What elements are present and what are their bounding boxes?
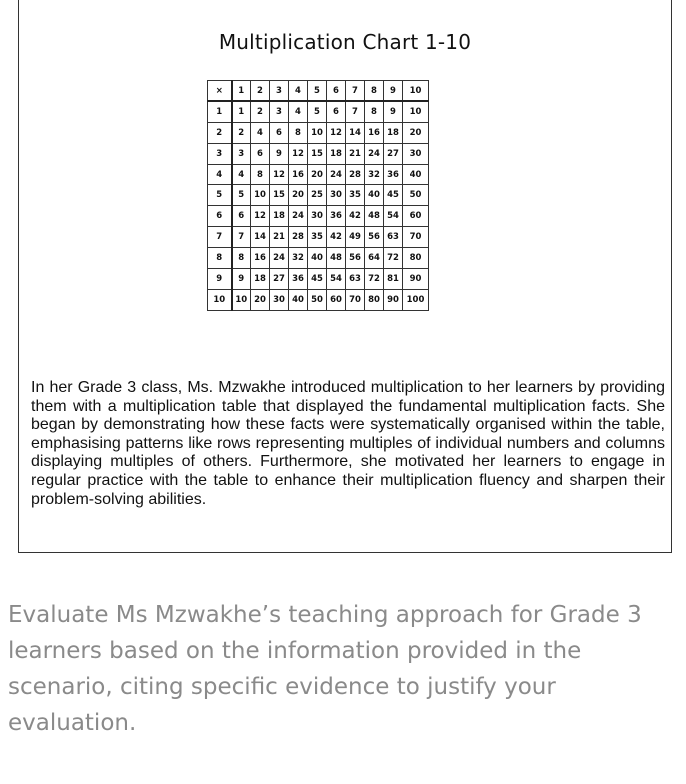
table-cell: 21 — [346, 143, 365, 164]
table-cell: 25 — [308, 185, 327, 206]
table-cell: 2 — [251, 101, 270, 122]
table-cell: 15 — [308, 143, 327, 164]
table-cell: 8 — [251, 164, 270, 185]
table-row-label: 7 — [208, 227, 232, 248]
table-cell: 20 — [289, 185, 308, 206]
table-cell: 100 — [403, 289, 429, 310]
table-cell: 3 — [232, 143, 251, 164]
table-cell: 9 — [270, 143, 289, 164]
table-row-label: 5 — [208, 185, 232, 206]
table-row — [208, 185, 429, 206]
table-row — [208, 143, 429, 164]
table-cell: 60 — [327, 289, 346, 310]
table-cell: 80 — [365, 289, 384, 310]
table-cell: 8 — [232, 248, 251, 269]
table-cell: 35 — [346, 185, 365, 206]
chart-title: Multiplication Chart 1-10 — [218, 30, 472, 54]
table-cell: 8 — [365, 101, 384, 122]
question-prompt: Evaluate Ms Mzwakhe’s teaching approach for Grade 3 learners based on the information provided in the scenario, citing specific evidence to justify your evaluation. — [8, 602, 642, 736]
table-row-label: 9 — [208, 269, 232, 290]
table-header-cell: 8 — [365, 81, 384, 102]
table-cell: 24 — [327, 164, 346, 185]
table-cell: 12 — [251, 206, 270, 227]
table-cell: 60 — [403, 206, 429, 227]
table-cell: 4 — [232, 164, 251, 185]
multiplication-table — [207, 80, 429, 311]
table-cell: 30 — [270, 289, 289, 310]
table-cell: 24 — [289, 206, 308, 227]
table-cell: 36 — [384, 164, 403, 185]
table-cell: 9 — [232, 269, 251, 290]
scenario-document — [18, 0, 672, 553]
table-cell: 30 — [403, 143, 429, 164]
table-row — [208, 206, 429, 227]
scenario-paragraph: In her Grade 3 class, Ms. Mzwakhe introduced multiplication to her learners by providing them with a multiplication table that displayed the fundamental multiplication facts. She began by demonstrating how these facts were systematically organised within the table, emphasising patterns like rows representing multiples of individual numbers and columns displaying multiples of others. Furthermore, she motivated her learners to engage in regular practice with the table to enhance their multiplication fluency and sharpen their problem-solving abilities. — [31, 379, 665, 508]
table-row-label: 10 — [208, 289, 232, 310]
table-cell: 14 — [346, 122, 365, 143]
table-cell: 7 — [232, 227, 251, 248]
table-cell: 21 — [270, 227, 289, 248]
table-cell: 36 — [327, 206, 346, 227]
table-cell: 81 — [384, 269, 403, 290]
table-row-label: 8 — [208, 248, 232, 269]
table-row-label: 6 — [208, 206, 232, 227]
table-cell: 30 — [327, 185, 346, 206]
table-row-label: 2 — [208, 122, 232, 143]
table-cell: 12 — [327, 122, 346, 143]
table-row — [208, 269, 429, 290]
table-row — [208, 227, 429, 248]
table-cell: 48 — [365, 206, 384, 227]
table-cell: 8 — [289, 122, 308, 143]
table-cell: 27 — [270, 269, 289, 290]
table-cell: 4 — [289, 101, 308, 122]
table-cell: 72 — [384, 248, 403, 269]
table-cell: 10 — [403, 101, 429, 122]
table-header-cell: 1 — [232, 81, 251, 102]
table-cell: 30 — [308, 206, 327, 227]
table-cell: 40 — [365, 185, 384, 206]
table-cell: 49 — [346, 227, 365, 248]
table-row — [208, 164, 429, 185]
table-cell: 90 — [384, 289, 403, 310]
table-row — [208, 122, 429, 143]
table-cell: 24 — [365, 143, 384, 164]
table-cell: 32 — [365, 164, 384, 185]
table-cell: 70 — [403, 227, 429, 248]
table-header-cell: 7 — [346, 81, 365, 102]
table-cell: 64 — [365, 248, 384, 269]
table-cell: 4 — [251, 122, 270, 143]
table-cell: 28 — [289, 227, 308, 248]
table-cell: 40 — [403, 164, 429, 185]
table-cell: 16 — [251, 248, 270, 269]
table-cell: 15 — [270, 185, 289, 206]
table-cell: 12 — [289, 143, 308, 164]
table-cell: 28 — [346, 164, 365, 185]
table-row-label: 3 — [208, 143, 232, 164]
table-cell: 54 — [384, 206, 403, 227]
table-cell: 40 — [308, 248, 327, 269]
table-cell: 18 — [327, 143, 346, 164]
table-cell: 16 — [365, 122, 384, 143]
table-corner-cell: × — [208, 81, 232, 102]
table-row-label: 1 — [208, 101, 232, 122]
table-cell: 18 — [270, 206, 289, 227]
table-cell: 14 — [251, 227, 270, 248]
table-cell: 10 — [251, 185, 270, 206]
table-row — [208, 289, 429, 310]
table-header-row — [208, 81, 429, 102]
table-cell: 6 — [251, 143, 270, 164]
table-cell: 18 — [251, 269, 270, 290]
table-cell: 10 — [308, 122, 327, 143]
table-cell: 5 — [308, 101, 327, 122]
table-header-cell: 2 — [251, 81, 270, 102]
table-cell: 6 — [327, 101, 346, 122]
table-cell: 27 — [384, 143, 403, 164]
table-cell: 5 — [232, 185, 251, 206]
table-cell: 80 — [403, 248, 429, 269]
table-cell: 56 — [346, 248, 365, 269]
table-cell: 63 — [384, 227, 403, 248]
table-cell: 50 — [403, 185, 429, 206]
table-header-cell: 6 — [327, 81, 346, 102]
table-header-cell: 10 — [403, 81, 429, 102]
table-cell: 35 — [308, 227, 327, 248]
table-cell: 12 — [270, 164, 289, 185]
table-row — [208, 101, 429, 122]
table-cell: 16 — [289, 164, 308, 185]
table-cell: 90 — [403, 269, 429, 290]
table-cell: 54 — [327, 269, 346, 290]
table-cell: 6 — [270, 122, 289, 143]
table-cell: 10 — [232, 289, 251, 310]
table-cell: 70 — [346, 289, 365, 310]
table-cell: 20 — [308, 164, 327, 185]
table-cell: 18 — [384, 122, 403, 143]
table-cell: 63 — [346, 269, 365, 290]
table-cell: 1 — [232, 101, 251, 122]
table-cell: 7 — [346, 101, 365, 122]
table-header-cell: 3 — [270, 81, 289, 102]
table-cell: 40 — [289, 289, 308, 310]
table-cell: 6 — [232, 206, 251, 227]
table-cell: 9 — [384, 101, 403, 122]
table-row-label: 4 — [208, 164, 232, 185]
table-cell: 36 — [289, 269, 308, 290]
table-header-cell: 4 — [289, 81, 308, 102]
table-cell: 20 — [251, 289, 270, 310]
table-cell: 3 — [270, 101, 289, 122]
table-cell: 45 — [308, 269, 327, 290]
table-header-cell: 9 — [384, 81, 403, 102]
table-cell: 45 — [384, 185, 403, 206]
table-cell: 56 — [365, 227, 384, 248]
table-cell: 32 — [289, 248, 308, 269]
table-cell: 2 — [232, 122, 251, 143]
table-cell: 20 — [403, 122, 429, 143]
table-cell: 24 — [270, 248, 289, 269]
table-header-cell: 5 — [308, 81, 327, 102]
table-cell: 42 — [346, 206, 365, 227]
table-row — [208, 248, 429, 269]
table-cell: 42 — [327, 227, 346, 248]
table-cell: 48 — [327, 248, 346, 269]
table-cell: 50 — [308, 289, 327, 310]
table-cell: 72 — [365, 269, 384, 290]
